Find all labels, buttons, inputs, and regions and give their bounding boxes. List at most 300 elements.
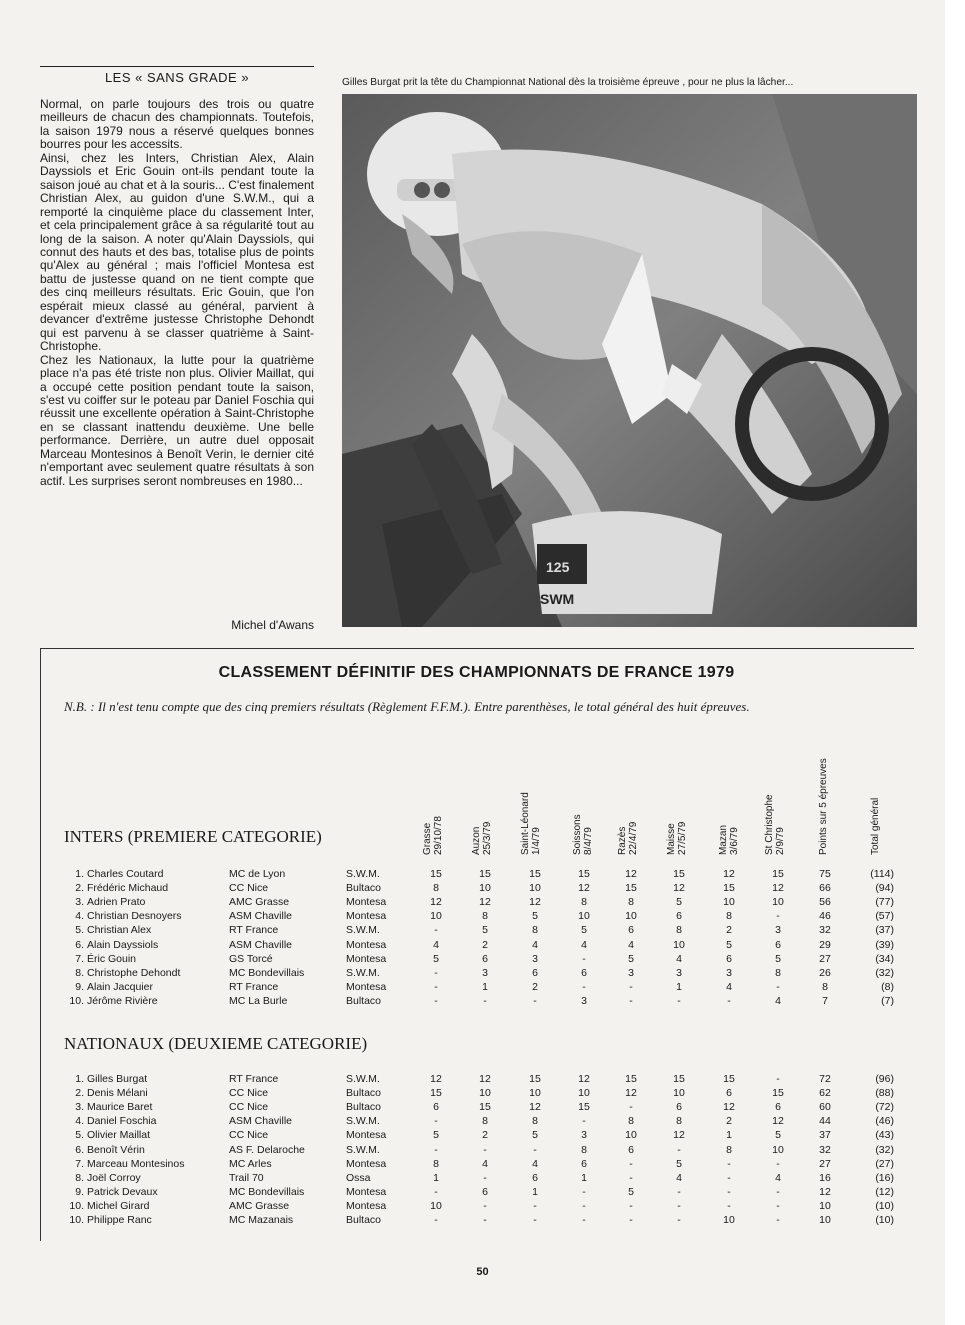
column-header [572,814,594,855]
bike-cell: S.W.M. [346,1143,380,1156]
rider-cell: Philippe Ranc [87,1214,152,1226]
score-cell: - [582,1115,586,1128]
bike-cell: Bultaco [346,1087,382,1100]
total-cell: (37) [875,924,894,937]
score-cell: 10 [479,1087,491,1100]
bike-cell: S.W.M. [346,868,380,880]
rank-cell: 4. [75,910,84,923]
column-date: 2/9/79 [775,827,786,855]
score-cell: 10 [625,910,637,923]
rank-cell: 5. [75,924,84,937]
score-cell: 10 [529,882,541,895]
bike-cell: Montesa [346,938,387,951]
score-cell: 5 [581,924,587,937]
total-cell: (34) [875,952,894,965]
score-cell: 6 [482,952,488,965]
points-cell: 32 [819,924,831,937]
points-cell: 66 [819,882,831,895]
score-cell: 8 [775,966,781,979]
points-cell: 27 [819,1157,831,1170]
rider-cell: Christian Desnoyers [87,910,182,923]
bike-cell: Ossa [346,1171,371,1184]
total-cell: (88) [875,1087,894,1100]
rider-cell: Michel Girard [87,1199,150,1212]
club-cell: AS F. Delaroche [229,1143,305,1156]
points-cell: 10 [819,1214,831,1226]
score-cell: 15 [772,868,784,880]
points-cell: 75 [819,868,831,880]
bike-cell: Bultaco [346,1101,382,1114]
score-cell: 10 [772,896,784,909]
score-cell: 6 [775,1101,781,1114]
tank-badge-text: 125 [546,559,570,575]
table-row [0,995,965,1009]
score-cell: - [483,1171,487,1184]
total-cell: (77) [875,896,894,909]
score-cell: 10 [673,938,685,951]
rank-cell: 7. [75,952,84,965]
rider-cell: Olivier Maillat [87,1129,151,1142]
score-cell: - [582,980,586,993]
total-cell: (43) [875,1129,894,1142]
rank-cell: 10. [69,994,84,1007]
rank-cell: 5. [75,1129,84,1142]
score-cell: 5 [532,1129,538,1142]
club-cell: Trail 70 [229,1171,264,1184]
points-cell: 12 [819,1185,831,1198]
rider-cell: Patrick Devaux [87,1185,158,1198]
score-cell: 15 [723,1073,735,1085]
points-cell: 72 [819,1073,831,1085]
column-name: Saint-Léonard [520,792,531,855]
score-cell: - [727,1199,731,1212]
score-cell: 5 [532,910,538,923]
score-cell: 3 [628,966,634,979]
tank-brand-text: SWM [540,591,575,607]
score-cell: 4 [581,938,587,951]
total-cell: (16) [875,1171,894,1184]
rank-cell: 2. [75,882,84,895]
score-cell: - [434,994,438,1007]
column-name: Soissons [572,814,583,855]
score-cell: - [582,1185,586,1198]
score-cell: 15 [529,868,541,880]
club-cell: ASM Chaville [229,938,293,951]
score-cell: 4 [775,994,781,1007]
score-cell: 6 [628,1143,634,1156]
rank-cell: 10. [69,1214,84,1226]
score-cell: 10 [578,1087,590,1100]
table-row [0,981,965,995]
column-header [718,825,740,855]
score-cell: 6 [726,1087,732,1100]
points-cell: 32 [819,1143,831,1156]
score-cell: 10 [430,1199,442,1212]
score-cell: 10 [430,910,442,923]
club-cell: CC Nice [229,1087,269,1100]
score-cell: - [776,910,780,923]
score-cell: 5 [628,952,634,965]
column-name: St Christophe [764,794,775,855]
score-cell: - [533,1199,537,1212]
table-row [0,939,965,953]
score-cell: 2 [482,1129,488,1142]
score-cell: - [727,1185,731,1198]
score-cell: 10 [578,910,590,923]
score-cell: 8 [726,910,732,923]
score-cell: 3 [581,994,587,1007]
article-paragraph: Normal, on parle toujours des trois ou quatre meilleurs de chacun des championnats. Toutefois, la saison 1979 nous a réservé quelques bonnes bourres pour les accessits. [40,97,314,152]
bike-cell: Montesa [346,1199,387,1212]
points-cell: 56 [819,896,831,909]
club-cell: CC Nice [229,1129,269,1142]
category-title: INTERS (PREMIERE CATEGORIE) [64,827,322,846]
score-cell: 8 [581,1143,587,1156]
score-cell: 12 [430,896,442,909]
score-cell: - [434,1115,438,1128]
score-cell: - [629,1157,633,1170]
points-cell: 29 [819,938,831,951]
score-cell: 15 [479,1101,491,1114]
score-cell: - [483,994,487,1007]
score-cell: 3 [676,966,682,979]
score-cell: 1 [482,980,488,993]
column-name: Maisse [666,823,677,855]
points-cell: 16 [819,1171,831,1184]
points-cell: 7 [822,994,828,1007]
rank-cell: 7. [75,1157,84,1170]
score-cell: 8 [433,882,439,895]
rank-cell: 10. [69,1199,84,1212]
table-row [0,1115,965,1129]
score-cell: - [776,980,780,993]
bike-cell: S.W.M. [346,1073,380,1085]
score-cell: - [677,1185,681,1198]
score-cell: - [629,1171,633,1184]
score-cell: 5 [775,1129,781,1142]
rider-cell: Alain Jacquier [87,980,153,993]
total-cell: (32) [875,1143,894,1156]
column-date: 3/6/79 [729,827,740,855]
table-row [0,910,965,924]
score-cell: 4 [628,938,634,951]
table-row [0,1172,965,1186]
score-cell: 6 [532,1171,538,1184]
column-header [617,822,639,855]
score-cell: 12 [723,868,735,880]
rider-photo-illustration [342,94,917,627]
bike-cell: Montesa [346,952,387,965]
score-cell: 15 [772,1087,784,1100]
score-cell: 15 [578,868,590,880]
table-row [0,1158,965,1172]
score-cell: - [727,994,731,1007]
score-cell: 8 [676,1115,682,1128]
column-name: Mazan [718,824,729,855]
score-cell: 8 [482,910,488,923]
score-cell: 10 [529,1087,541,1100]
table-row [0,1144,965,1158]
rider-cell: Joël Corroy [87,1171,141,1184]
score-cell: 6 [676,1101,682,1114]
rider-cell: Denis Mélani [87,1087,148,1100]
bike-cell: Montesa [346,980,387,993]
score-cell: 1 [581,1171,587,1184]
rider-cell: Marceau Montesinos [87,1157,185,1170]
column-header [422,816,444,855]
bike-cell: Montesa [346,1185,387,1198]
score-cell: 1 [676,980,682,993]
points-cell: 62 [819,1087,831,1100]
total-cell: (32) [875,966,894,979]
score-cell: 12 [430,1073,442,1085]
rider-cell: Éric Gouin [87,952,137,965]
score-cell: 10 [723,1214,735,1226]
bike-cell: Montesa [346,910,387,923]
page-number: 50 [476,1266,489,1278]
score-cell: 8 [676,924,682,937]
column-header [764,794,786,855]
score-cell: 8 [532,1115,538,1128]
score-cell: 15 [430,868,442,880]
score-cell: - [533,1143,537,1156]
score-cell: 6 [433,1101,439,1114]
rider-cell: Charles Coutard [87,868,164,880]
score-cell: 2 [532,980,538,993]
section-rule [40,66,314,67]
score-cell: 6 [581,1157,587,1170]
table-row [0,1200,965,1214]
results-note: N.B. : Il n'est tenu compte que des cinq premiers résultats (Règlement F.F.M.). Entre parenthèses, le total général des huit épreuves. [64,699,750,714]
score-cell: - [434,924,438,937]
rider-cell: Christian Alex [87,924,152,937]
table-row [0,896,965,910]
club-cell: RT France [229,980,279,993]
table-row [0,1186,965,1200]
score-cell: 10 [772,1143,784,1156]
total-cell: (27) [875,1157,894,1170]
total-cell: (7) [881,994,894,1007]
rank-cell: 6. [75,938,84,951]
score-cell: 1 [726,1129,732,1142]
score-cell: - [533,1214,537,1226]
score-cell: 12 [625,1087,637,1100]
score-cell: 15 [430,1087,442,1100]
score-cell: - [776,1214,780,1226]
score-cell: 12 [529,896,541,909]
rank-cell: 1. [75,1073,84,1085]
score-cell: - [629,1199,633,1212]
column-name: Points sur 5 épreuves [818,758,829,855]
photo-caption: Gilles Burgat prit la tête du Championnat National dès la troisième épreuve , pour ne plus la lâcher... [342,77,794,88]
score-cell: 12 [772,882,784,895]
points-cell: 46 [819,910,831,923]
score-cell: 8 [628,896,634,909]
score-cell: 4 [726,980,732,993]
column-header [870,798,881,855]
table-row [0,868,965,882]
score-cell: 12 [673,1129,685,1142]
rider-cell: Jérôme Rivière [87,994,158,1007]
score-cell: 5 [482,924,488,937]
score-cell: - [434,1185,438,1198]
score-cell: 5 [775,952,781,965]
bike-cell: Bultaco [346,882,382,895]
score-cell: 6 [532,966,538,979]
total-cell: (96) [875,1073,894,1085]
score-cell: 10 [723,896,735,909]
table-row [0,1214,965,1228]
score-cell: 10 [479,882,491,895]
score-cell: - [727,1157,731,1170]
score-cell: 5 [628,1185,634,1198]
rank-cell: 3. [75,896,84,909]
club-cell: AMC Grasse [229,1199,290,1212]
score-cell: - [434,1143,438,1156]
table-row [0,882,965,896]
score-cell: 15 [578,1101,590,1114]
points-cell: 60 [819,1101,831,1114]
club-cell: MC Mazanais [229,1214,294,1226]
score-cell: - [434,1214,438,1226]
bike-cell: Montesa [346,896,387,909]
score-cell: 12 [529,1101,541,1114]
score-cell: 8 [482,1115,488,1128]
column-name: Auzon [471,826,482,855]
total-cell: (10) [875,1199,894,1212]
rider-cell: Benoît Vérin [87,1143,145,1156]
club-cell: GS Torcé [229,952,273,965]
results-title: CLASSEMENT DÉFINITIF DES CHAMPIONNATS DE FRANCE 1979 [218,664,735,681]
score-cell: - [483,1214,487,1226]
score-cell: 6 [628,924,634,937]
score-cell: 4 [775,1171,781,1184]
total-cell: (39) [875,938,894,951]
bike-cell: S.W.M. [346,1115,380,1128]
score-cell: 4 [676,952,682,965]
rider-cell: Christophe Dehondt [87,966,181,979]
category-title: NATIONAUX (DEUXIEME CATEGORIE) [64,1034,368,1053]
rank-cell: 9. [75,980,84,993]
score-cell: 4 [676,1171,682,1184]
score-cell: 8 [726,1143,732,1156]
table-row [0,967,965,981]
rank-cell: 3. [75,1101,84,1114]
column-header [520,792,542,855]
score-cell: - [434,966,438,979]
score-cell: 15 [529,1073,541,1085]
total-cell: (114) [870,868,894,880]
column-name: Grasse [422,822,433,855]
score-cell: 6 [726,952,732,965]
score-cell: 8 [532,924,538,937]
score-cell: 6 [482,1185,488,1198]
score-cell: - [483,1143,487,1156]
score-cell: 1 [532,1185,538,1198]
rank-cell: 6. [75,1143,84,1156]
score-cell: 4 [532,938,538,951]
total-cell: (12) [875,1185,894,1198]
score-cell: - [629,980,633,993]
score-cell: - [629,1214,633,1226]
article-paragraph: Ainsi, chez les Inters, Christian Alex, Alain Dayssiols et Eric Gouin ont-ils pendant toute la saison joué au chat et à la souris... C'est finalement Christian Alex, au guidon d'une S.W.M., qui a remporté la cinquième place du classement Inter, et cela principalement grâce à sa régularité tout au long de la saison. A noter qu'Alain Dayssiols, qui connut des hauts et des bas, totalise plus de points qu'Alex au général ; mais l'officiel Montesa est battu de justesse quand on ne tient compte que des cinq meilleurs résultats. Eric Gouin, que l'on espérait mieux classé au général, parvient à devancer d'extrême justesse Christophe Dehondt qui est parvenu à se classer quatrième à Saint-Christophe. [40,150,314,354]
score-cell: 12 [625,868,637,880]
rider-cell: Adrien Prato [87,896,146,909]
points-cell: 10 [819,1199,831,1212]
score-cell: 5 [676,896,682,909]
total-cell: (8) [881,980,894,993]
rank-cell: 4. [75,1115,84,1128]
article-signature: Michel d'Awans [231,618,314,632]
column-header [666,822,688,855]
score-cell: 4 [433,938,439,951]
points-cell: 27 [819,952,831,965]
score-cell: - [677,1199,681,1212]
score-cell: - [582,1199,586,1212]
club-cell: RT France [229,1073,279,1085]
rider-photo [342,94,917,627]
rank-cell: 8. [75,966,84,979]
score-cell: 3 [775,924,781,937]
bike-cell: S.W.M. [346,966,380,979]
score-cell: - [776,1073,780,1085]
column-header [818,758,829,855]
rider-cell: Gilles Burgat [87,1073,148,1085]
score-cell: 12 [479,896,491,909]
score-cell: 15 [625,1073,637,1085]
bike-cell: Montesa [346,1157,387,1170]
score-cell: 3 [581,1129,587,1142]
column-date: 22/4/79 [628,821,639,855]
total-cell: (57) [875,910,894,923]
column-date: 1/4/79 [531,827,542,855]
column-date: 29/10/78 [433,816,444,855]
score-cell: 12 [723,1101,735,1114]
score-cell: 6 [581,966,587,979]
score-cell: 4 [482,1157,488,1170]
score-cell: 5 [676,1157,682,1170]
score-cell: 12 [479,1073,491,1085]
score-cell: - [533,994,537,1007]
total-cell: (10) [875,1214,894,1226]
score-cell: - [483,1199,487,1212]
total-cell: (72) [875,1101,894,1114]
club-cell: MC Arles [229,1157,272,1170]
score-cell: 12 [578,882,590,895]
total-cell: (46) [875,1115,894,1128]
club-cell: CC Nice [229,882,269,895]
score-cell: 12 [673,882,685,895]
score-cell: - [629,994,633,1007]
score-cell: 15 [625,882,637,895]
column-name: Total général [870,797,881,855]
score-cell: - [727,1171,731,1184]
article-body [40,98,314,488]
rider-cell: Daniel Foschia [87,1115,157,1128]
article-paragraph: Chez les Nationaux, la lutte pour la quatrième place n'a pas été triste non plus. Olivier Maillat, qui a occupé cette position pendant toute la saison, s'est vu coiffer sur le poteau par Daniel Foschia qui réussit une excellente opération à Saint-Christophe en se classant inattendu deuxième. Une belle performance. Derrière, un autre duel opposait Marceau Montesinos à Benoît Verin, le dernier cité n'emportant avec seulement quatre résultats à son actif. Les surprises seront nombreuses en 1980... [40,352,314,488]
score-cell: 5 [433,1129,439,1142]
club-cell: MC La Burle [229,994,288,1007]
bike-cell: S.W.M. [346,924,380,937]
section-title: LES « SANS GRADE » [104,70,250,85]
score-cell: 15 [673,868,685,880]
column-date: 25/3/79 [482,821,493,855]
score-cell: - [776,1185,780,1198]
column-header [471,822,493,855]
column-name: Razès [617,826,628,855]
rider-cell: Maurice Baret [87,1101,153,1114]
score-cell: - [776,1199,780,1212]
